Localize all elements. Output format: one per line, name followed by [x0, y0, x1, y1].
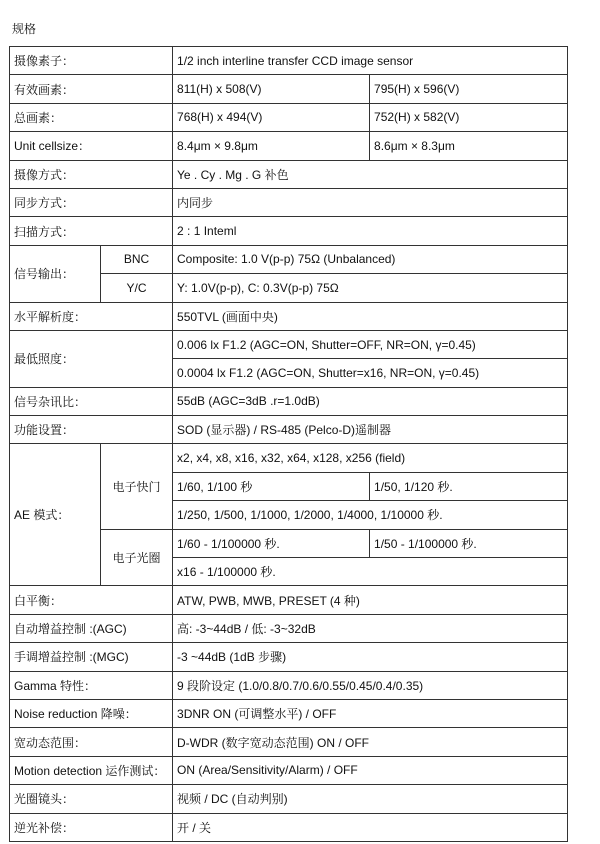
row-value-a: 8.4μm × 9.8μm: [173, 132, 370, 160]
row-ae-shutter-field: [10, 444, 568, 472]
sub-label-bnc: BNC: [101, 245, 173, 273]
row-min-illumination-a: [10, 330, 568, 358]
row-value: 1/2 inch interline transfer CCD image sensor: [173, 47, 568, 75]
row-blc: [10, 813, 568, 841]
row-value: -3 ~44dB (1dB 步骤): [173, 643, 568, 671]
row-function-setting: [10, 416, 568, 444]
row-label: 白平衡：: [10, 586, 173, 614]
row-value-b: 795(H) x 596(V): [370, 75, 568, 103]
row-value: 开 / 关: [173, 813, 568, 841]
row-value-b: 8.6μm × 8.3μm: [370, 132, 568, 160]
row-value: 2 : 1 Inteml: [173, 217, 568, 245]
sub-label-shutter: 电子快门: [101, 444, 173, 529]
page-heading: 规格: [12, 22, 37, 36]
row-value-b: 0.0004 lx F1.2 (AGC=ON, Shutter=x16, NR=ON, γ=0.45): [173, 359, 568, 387]
row-value: 内同步: [173, 188, 568, 216]
row-value: SOD (显示器) / RS-485 (Pelco-D)遥制器: [173, 416, 568, 444]
row-label: Noise reduction 降噪：: [10, 699, 173, 727]
row-unit-cell: [10, 132, 568, 160]
row-value: Y: 1.0V(p-p), C: 0.3V(p-p) 75Ω: [173, 274, 568, 302]
row-motion-detection: [10, 756, 568, 784]
row-label: 扫描方式：: [10, 217, 173, 245]
row-value-b: 752(H) x 582(V): [370, 103, 568, 131]
row-scan-method: [10, 217, 568, 245]
row-value-a: 768(H) x 494(V): [173, 103, 370, 131]
row-value: Composite: 1.0 V(p-p) 75Ω (Unbalanced): [173, 245, 568, 273]
row-value: 高: -3~44dB / 低: -3~32dB: [173, 614, 568, 642]
row-value: x16 - 1/100000 秒.: [173, 558, 568, 586]
row-label: AE 模式：: [10, 444, 101, 586]
row-value-b: 1/50, 1/120 秒.: [370, 472, 568, 500]
row-label: Motion detection 运作测试：: [10, 756, 173, 784]
row-value: 9 段阶设定 (1.0/0.8/0.7/0.6/0.55/0.45/0.4/0.35): [173, 671, 568, 699]
row-capture-method: [10, 160, 568, 188]
row-label: 信号输出：: [10, 245, 101, 302]
row-value-a: 1/60 - 1/100000 秒.: [173, 529, 370, 557]
row-value-a: 811(H) x 508(V): [173, 75, 370, 103]
row-label: 摄像素子：: [10, 47, 173, 75]
row-effective-pixels: [10, 75, 568, 103]
row-value: 1/250, 1/500, 1/1000, 1/2000, 1/4000, 1/10000 秒.: [173, 501, 568, 529]
row-value-a: 1/60, 1/100 秒: [173, 472, 370, 500]
row-signal-output-bnc: [10, 245, 568, 273]
row-label: 水平解析度：: [10, 302, 173, 330]
sub-label-yc: Y/C: [101, 274, 173, 302]
row-label: 宽动态范围：: [10, 728, 173, 756]
row-value: 55dB (AGC=3dB .r=1.0dB): [173, 387, 568, 415]
row-gamma: [10, 671, 568, 699]
row-wdr: [10, 728, 568, 756]
row-label: 最低照度：: [10, 330, 173, 387]
row-label: Gamma 特性：: [10, 671, 173, 699]
row-mgc: [10, 643, 568, 671]
row-label: 手调增益控制 :(MGC): [10, 643, 173, 671]
row-iris-lens: [10, 785, 568, 813]
row-noise-reduction: [10, 699, 568, 727]
row-label: 总画素：: [10, 103, 173, 131]
spec-table: [9, 46, 568, 842]
row-label: Unit cellsize：: [10, 132, 173, 160]
sub-label-iris: 电子光圈: [101, 529, 173, 586]
row-value: 视频 / DC (自动判别): [173, 785, 568, 813]
row-label: 自动增益控制 :(AGC): [10, 614, 173, 642]
row-white-balance: [10, 586, 568, 614]
row-label: 光圈镜头：: [10, 785, 173, 813]
row-horizontal-resolution: [10, 302, 568, 330]
row-label: 功能设置：: [10, 416, 173, 444]
row-agc: [10, 614, 568, 642]
row-value-b: 1/50 - 1/100000 秒.: [370, 529, 568, 557]
row-total-pixels: [10, 103, 568, 131]
row-value: 550TVL (画面中央): [173, 302, 568, 330]
row-label: 摄像方式：: [10, 160, 173, 188]
row-value: D-WDR (数字宽动态范围) ON / OFF: [173, 728, 568, 756]
row-value: ATW, PWB, MWB, PRESET (4 种): [173, 586, 568, 614]
row-snr: [10, 387, 568, 415]
row-sync-method: [10, 188, 568, 216]
row-value-a: 0.006 lx F1.2 (AGC=ON, Shutter=OFF, NR=ON, γ=0.45): [173, 330, 568, 358]
row-label: 逆光补偿：: [10, 813, 173, 841]
row-value: Ye . Cy . Mg . G 补色: [173, 160, 568, 188]
row-value: x2, x4, x8, x16, x32, x64, x128, x256 (field): [173, 444, 568, 472]
row-value: 3DNR ON (可调整水平) / OFF: [173, 699, 568, 727]
row-label: 信号杂讯比：: [10, 387, 173, 415]
row-label: 同步方式：: [10, 188, 173, 216]
row-sensor: [10, 47, 568, 75]
row-label: 有效画素：: [10, 75, 173, 103]
row-value: ON (Area/Sensitivity/Alarm) / OFF: [173, 756, 568, 784]
